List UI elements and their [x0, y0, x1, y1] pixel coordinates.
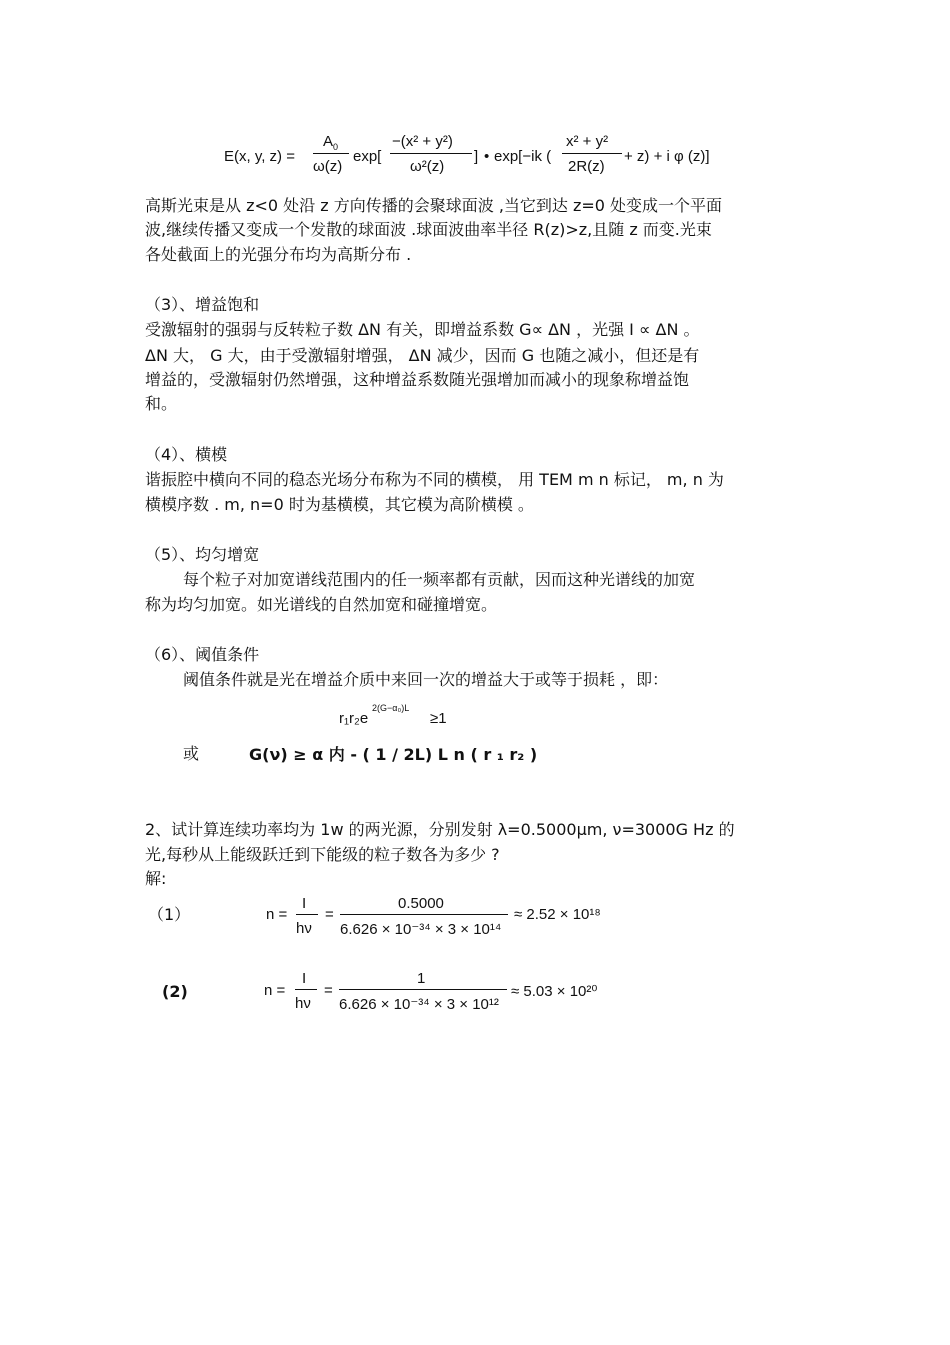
exp-open-2: exp[−ik (	[494, 148, 552, 165]
equals-sign: =	[324, 982, 333, 999]
amplitude-symbol: $A_0$	[323, 133, 339, 152]
answer-label: （1）	[148, 905, 191, 924]
section-5-heading: （5）、均匀增宽	[145, 545, 260, 564]
bracket-close: ]	[474, 148, 479, 165]
fraction-denominator: hν	[295, 995, 311, 1012]
section-6-heading: （6）、阈值条件	[145, 645, 260, 664]
answer-result: ≈ 2.52 × 10¹⁸	[514, 906, 601, 923]
exp-denominator: ω²(z)	[410, 158, 445, 175]
threshold-relation: ≥1	[430, 710, 447, 727]
curvature-denominator: 2R(z)	[568, 158, 605, 175]
section-3-line-4: 和。	[145, 394, 178, 413]
fraction-numerator: I	[302, 895, 307, 912]
solution-label: 解:	[145, 869, 167, 888]
or-word: 或	[183, 744, 200, 763]
section-4-heading: （4）、横模	[145, 445, 228, 464]
exp-numerator: −(x² + y²)	[392, 133, 453, 150]
fraction-denominator: 6.626 × 10⁻³⁴ × 3 × 10¹⁴	[340, 921, 502, 938]
curvature-numerator: x² + y²	[566, 133, 609, 150]
answer-result: ≈ 5.03 × 10²⁰	[511, 983, 598, 1000]
gaussian-text-line-3: 各处截面上的光强分布均为高斯分布 .	[145, 245, 412, 264]
section-3-heading: （3）、增益饱和	[145, 295, 260, 314]
formula-lhs: E(x, y, z) =	[224, 148, 295, 165]
section-3-line-1: 受激辐射的强弱与反转粒子数 ΔN 有关，即增益系数 G∝ ΔN ，光强 I ∝ ΔN 。	[145, 320, 700, 339]
threshold-exponent: 2(G−α₀)L	[372, 703, 410, 713]
fraction-bar	[390, 153, 472, 154]
equals-sign: =	[325, 906, 334, 923]
fraction-numerator: 0.5000	[398, 895, 444, 912]
question-2-line-2: 光,每秒从上能级跃迁到下能级的粒子数各为多少 ?	[145, 845, 500, 864]
answer-lhs: n =	[266, 906, 288, 923]
fraction-bar	[339, 989, 507, 990]
fraction-bar	[295, 989, 317, 990]
fraction-denominator: 6.626 × 10⁻³⁴ × 3 × 10¹²	[339, 996, 499, 1013]
fraction-bar	[296, 914, 318, 915]
question-2-line-1: 2、试计算连续功率均为 1w 的两光源，分别发射 λ=0.5000μm, ν=3000G Hz 的	[145, 820, 735, 839]
fraction-bar	[340, 914, 508, 915]
beam-radius-denominator: ω(z)	[313, 158, 343, 175]
answer-lhs: n =	[264, 982, 286, 999]
threshold-base: r₁r₂e	[339, 710, 369, 727]
threshold-formula-2: G(ν) ≥ α 内 - ( 1 / 2L) L n ( r ₁ r₂ )	[249, 745, 538, 764]
section-3-line-3: 增益的，受激辐射仍然增强，这种增益系数随光强增加而减小的现象称增益饱	[145, 370, 690, 389]
gaussian-text-line-1: 高斯光束是从 z<0 处沿 z 方向传播的会聚球面波 ,当它到达 z=0 处变成一个平面	[145, 196, 723, 215]
fraction-bar	[313, 153, 349, 154]
exp-open: exp[	[353, 148, 382, 165]
fraction-numerator: I	[302, 970, 307, 987]
answer-label: (2)	[162, 982, 188, 1001]
section-3-line-2: ΔN 大， G 大，由于受激辐射增强， ΔN 减少，因而 G 也随之减小，但还是有	[145, 346, 700, 365]
fraction-denominator: hν	[296, 920, 312, 937]
product-bullet: •	[484, 148, 490, 165]
formula-tail: + z) + i φ (z)]	[624, 148, 710, 165]
section-5-line-1: 每个粒子对加宽谱线范围内的任一频率都有贡献，因而这种光谱线的加宽	[183, 570, 696, 589]
fraction-bar	[562, 153, 622, 154]
section-6-line-1: 阈值条件就是光在增益介质中来回一次的增益大于或等于损耗 ，即：	[183, 670, 669, 689]
section-4-line-1: 谐振腔中横向不同的稳态光场分布称为不同的横模， 用 TEM m n 标记， m, n 为	[145, 470, 724, 489]
gaussian-text-line-2: 波,继续传播又变成一个发散的球面波 .球面波曲率半径 R(z)>z,且随 z 而变.光束	[145, 220, 712, 239]
section-4-line-2: 横模序数 . m, n=0 时为基横模，其它模为高阶横模 。	[145, 495, 534, 514]
section-5-line-2: 称为均匀加宽。如光谱线的自然加宽和碰撞增宽。	[145, 595, 498, 614]
fraction-numerator: 1	[417, 970, 426, 987]
